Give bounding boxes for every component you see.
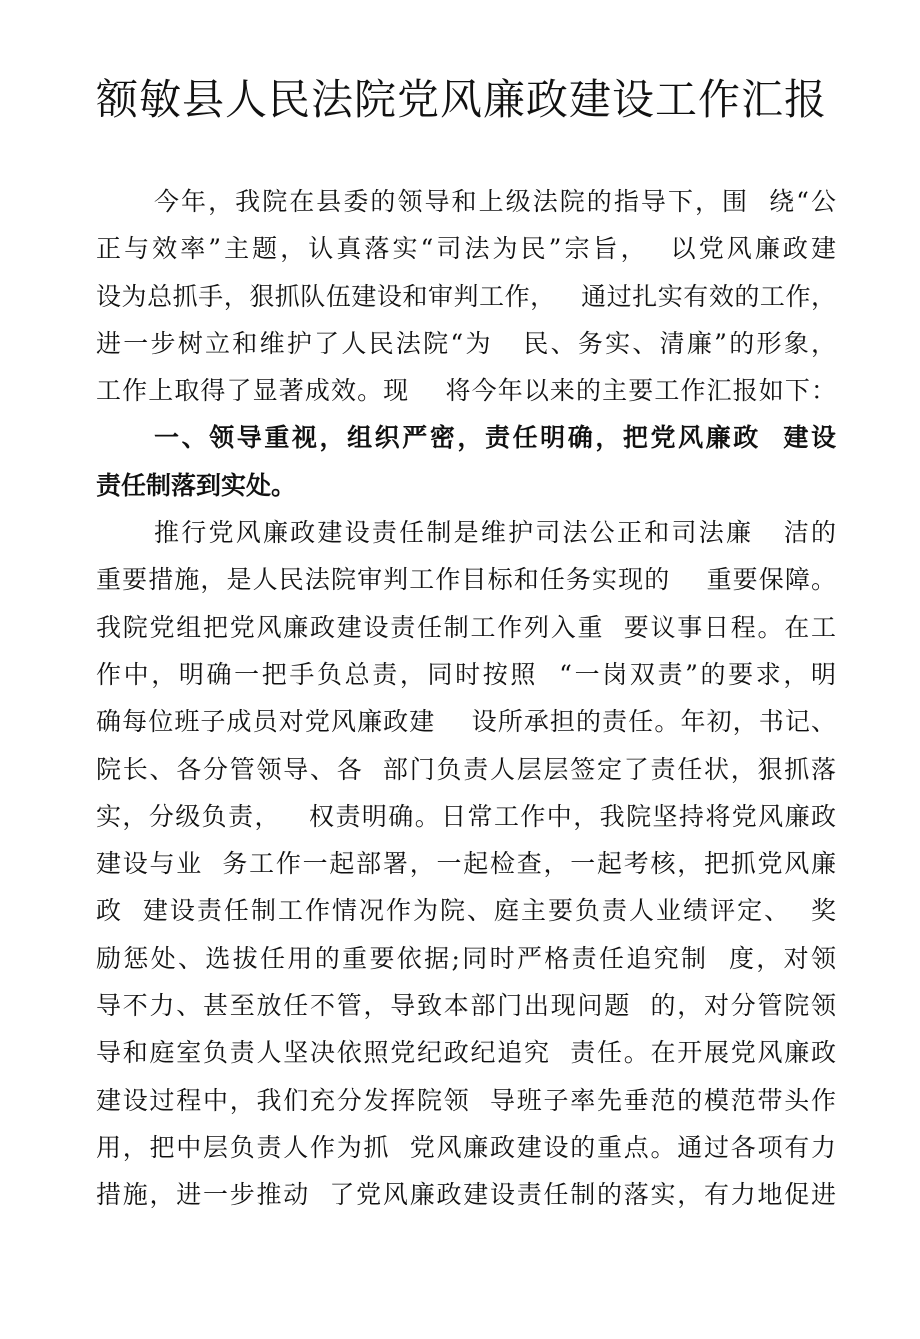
text-line: 导不力、甚至放任不管，导致本部门出现问题 的，对分管院领 <box>96 991 836 1021</box>
heading-line: 责任制落到实处。 <box>96 470 297 500</box>
text-line: 我院党组把党风廉政建设责任制工作列入重 要议事日程。在工 <box>96 612 836 642</box>
heading-line: 一、领导重视，组织严密，责任明确，把党风廉政 建设 <box>154 423 836 453</box>
text-line: 推行党风廉政建设责任制是维护司法公正和司法廉 洁的 <box>154 518 836 548</box>
text-line: 建设与业 务工作一起部署，一起检查，一起考核，把抓党风廉 <box>96 849 836 879</box>
document-title: 额敏县人民法院党风廉政建设工作汇报 <box>96 75 828 124</box>
text-line: 今年，我院在县委的领导和上级法院的指导下，围 绕“公 <box>154 187 836 216</box>
text-line: 措施，进一步推动 了党风廉政建设责任制的落实，有力地促进 <box>96 1180 836 1210</box>
text-line: 确每位班子成员对党风廉政建 设所承担的责任。年初，书记、 <box>96 707 836 737</box>
paragraph-responsibility <box>96 509 836 1218</box>
text-line: 进一步树立和维护了人民法院“为 民、务实、清廉”的形象， <box>96 328 836 358</box>
text-line: 导和庭室负责人坚决依照党纪政纪追究 责任。在开展党风廉政 <box>96 1038 836 1068</box>
text-line: 工作上取得了显著成效。现 将今年以来的主要工作汇报如下： <box>96 376 836 406</box>
text-line: 正与效率”主题，认真落实“司法为民”宗旨， 以党风廉政建 <box>96 234 836 264</box>
text-line: 设为总抓手，狠抓队伍建设和审判工作， 通过扎实有效的工作， <box>96 281 836 311</box>
section-heading <box>96 414 836 509</box>
text-line: 重要措施，是人民法院审判工作目标和任务实现的 重要保障。 <box>96 565 836 595</box>
text-line: 励惩处、选拔任用的重要依据;同时严格责任追究制 度，对领 <box>96 943 836 973</box>
text-line: 作中，明确一把手负总责，同时按照 “一岗双责”的要求，明 <box>96 659 836 689</box>
paragraph-intro <box>96 178 836 414</box>
text-line: 政 建设责任制工作情况作为院、庭主要负责人业绩评定、 奖 <box>96 896 836 926</box>
document-body <box>96 178 836 1219</box>
text-line: 院长、各分管领导、各 部门负责人层层签定了责任状，狠抓落 <box>96 754 836 784</box>
text-line: 建设过程中，我们充分发挥院领 导班子率先垂范的模范带头作 <box>96 1085 836 1115</box>
text-line: 实，分级负责， 权责明确。日常工作中，我院坚持将党风廉政 <box>96 801 836 831</box>
text-line: 用，把中层负责人作为抓 党风廉政建设的重点。通过各项有力 <box>96 1132 836 1162</box>
